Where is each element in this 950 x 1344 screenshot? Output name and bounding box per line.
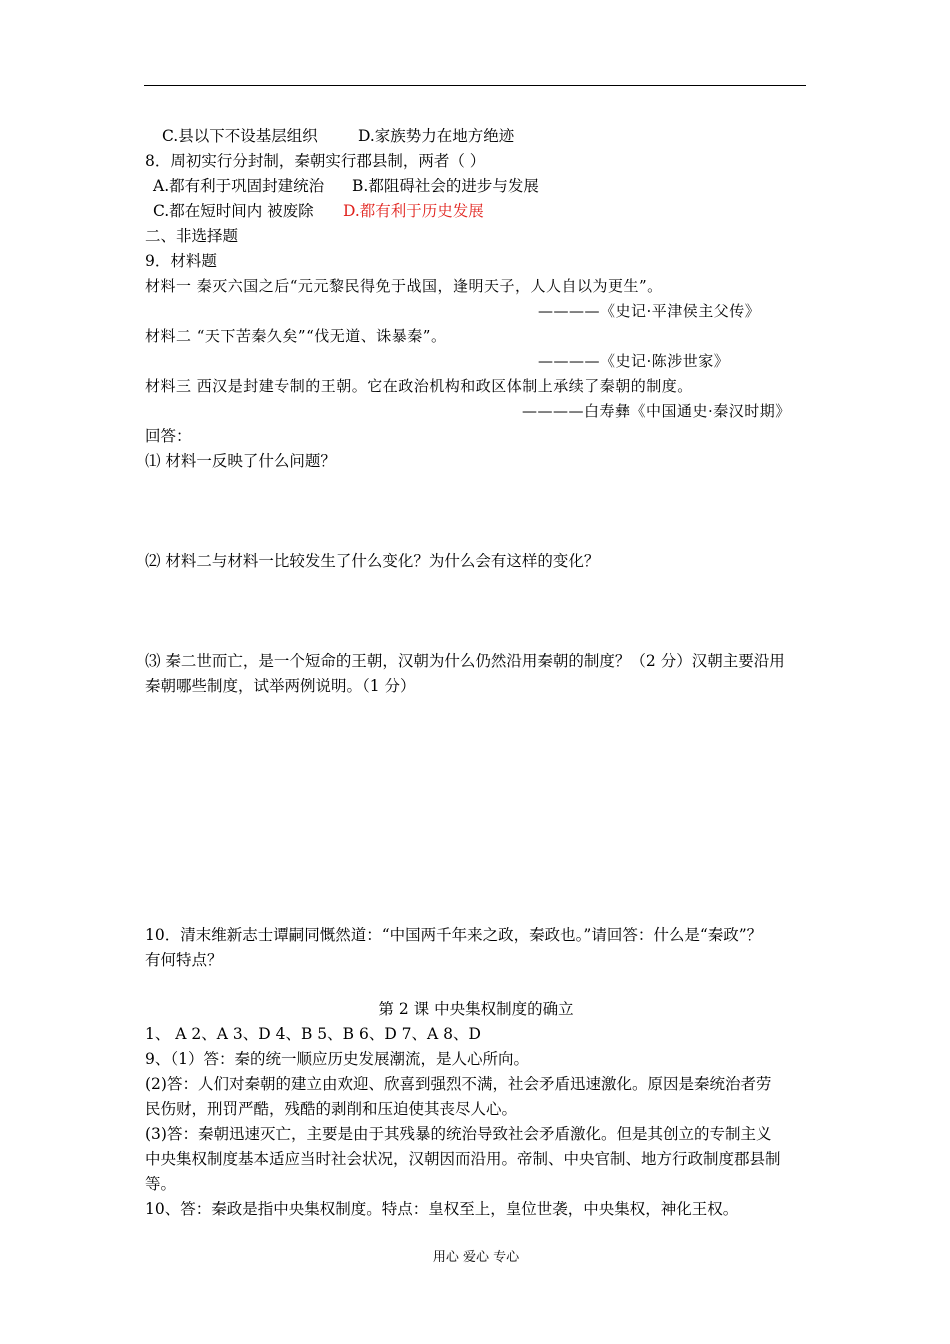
answer-9-2-line-1: (2)答：人们对秦朝的建立由欢迎、欣喜到强烈不满，社会矛盾迅速激化。原因是秦统治者劳 xyxy=(145,1075,772,1093)
answers-choice: 1、 A 2、A 3、D 4、B 5、B 6、D 7、A 8、D xyxy=(145,1025,481,1043)
q9-sub-question-2: ⑵ 材料二与材料一比较发生了什么变化？为什么会有这样的变化？ xyxy=(145,552,600,570)
q8-option-a: A.都有利于巩固封建统治 xyxy=(153,177,325,195)
q8-option-c: C.都在短时间内 被废除 xyxy=(153,202,314,220)
header-rule xyxy=(144,85,806,86)
q10-line-2: 有何特点？ xyxy=(145,951,223,969)
q9-sub-question-3-line-1: ⑶ 秦二世而亡，是一个短命的王朝，汉朝为什么仍然沿用秦朝的制度？（2 分）汉朝主要沿用 xyxy=(145,652,785,670)
q10-line-1: 10．清末维新志士谭嗣同慨然道：“中国两千年来之政，秦政也。”请回答：什么是“秦政”？ xyxy=(145,926,763,944)
q7-option-c: C.县以下不设基层组织 xyxy=(162,127,318,145)
q9-material-1-source: ————《史记·平津侯主父传》 xyxy=(538,302,761,320)
q8-stem: 8．周初实行分封制，秦朝实行郡县制，两者（ ） xyxy=(145,152,486,170)
q9-material-3: 材料三 西汉是封建专制的王朝。它在政治机构和政区体制上承续了秦朝的制度。 xyxy=(145,377,693,395)
section-title: 二、非选择题 xyxy=(145,227,239,245)
q9-answer-label: 回答： xyxy=(145,427,192,445)
answer-9-3-line-2: 中央集权制度基本适应当时社会状况，汉朝因而沿用。帝制、中央官制、地方行政制度郡县制 xyxy=(145,1150,781,1168)
q8-option-d-highlight: D.都有利于历史发展 xyxy=(343,202,484,220)
answer-10: 10、答：秦政是指中央集权制度。特点：皇权至上，皇位世袭，中央集权，神化王权。 xyxy=(145,1200,739,1218)
answer-9-3-line-1: (3)答：秦朝迅速灭亡，主要是由于其残暴的统治导致社会矛盾激化。但是其创立的专制主义 xyxy=(145,1125,772,1143)
answers-title: 第 2 课 中央集权制度的确立 xyxy=(378,1000,574,1018)
answer-9-1: 9、（1）答：秦的统一顺应历史发展潮流，是人心所向。 xyxy=(145,1050,529,1068)
q9-sub-question-1: ⑴ 材料一反映了什么问题？ xyxy=(145,452,336,470)
page-footer: 用心 爱心 专心 xyxy=(432,1250,520,1265)
answer-9-3-line-3: 等。 xyxy=(145,1175,177,1193)
answer-9-2-line-2: 民伤财，刑罚严酷，残酷的剥削和压迫使其丧尽人心。 xyxy=(145,1100,518,1118)
q7-option-d: D.家族势力在地方绝迹 xyxy=(358,127,515,145)
q9-sub-question-3-line-2: 秦朝哪些制度，试举两例说明。（1 分） xyxy=(145,677,416,695)
q8-option-b: B.都阻碍社会的进步与发展 xyxy=(352,177,539,195)
q9-material-1: 材料一 秦灭六国之后“元元黎民得免于战国，逢明天子，人人自以为更生”。 xyxy=(145,277,663,295)
q9-material-2: 材料二 “天下苦秦久矣”“伐无道、诛暴秦”。 xyxy=(145,327,447,345)
q9-material-3-source: ————白寿彝《中国通史·秦汉时期》 xyxy=(522,402,791,420)
q9-material-2-source: ————《史记·陈涉世家》 xyxy=(538,352,730,370)
q9-title: 9．材料题 xyxy=(145,252,217,270)
